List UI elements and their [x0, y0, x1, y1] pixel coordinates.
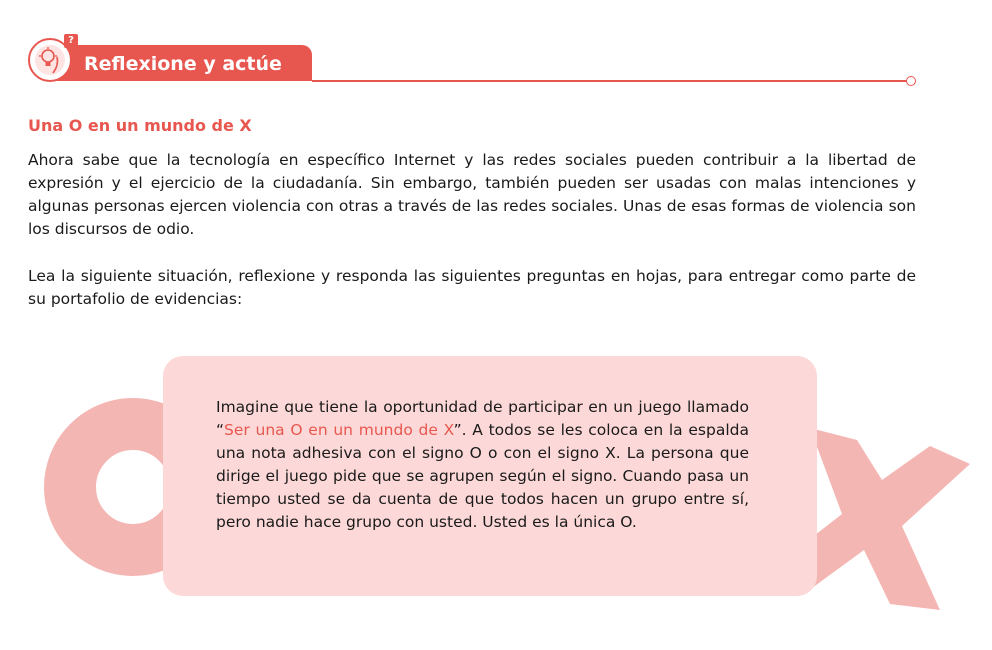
intro-paragraph: Ahora sabe que la tecnología en específico Internet y las redes sociales pueden contribuir a la libertad de expresión y el ejercicio de la ciudadanía. Sin embargo, también pueden ser usadas con malas intenciones y algunas personas ejercen violencia con otras a través de las redes sociales. Unas de esas formas de violencia son los discursos de odio.	[28, 151, 916, 238]
section-header	[28, 34, 918, 90]
section-title: Reflexione y actúe	[84, 53, 282, 75]
scenario-text	[216, 396, 749, 534]
question-badge-icon: ?	[64, 34, 78, 48]
scenario-text-start: Imagine que tiene la oportunidad de participar en un juego llamado “	[216, 398, 749, 439]
scenario-text-end: ”. A todos se les coloca en la espalda una nota adhesiva con el signo O o con el signo X. La persona que dirige el juego pide que se agrupen según el signo. Cuando pasa un tiempo usted se da cuenta de que todos hacen un grupo entre sí, pero nadie hace grupo con usted. Usted es la única O.	[216, 421, 749, 531]
game-name-highlight: Ser una O en un mundo de X	[224, 421, 454, 439]
header-divider-end-dot	[906, 76, 916, 86]
header-divider	[312, 80, 908, 82]
activity-heading: Una O en un mundo de X	[28, 116, 252, 135]
instructions-paragraph: Lea la siguiente situación, reflexione y responda las siguientes preguntas en hojas, para entregar como parte de su portafolio de evidencias:	[28, 267, 916, 308]
